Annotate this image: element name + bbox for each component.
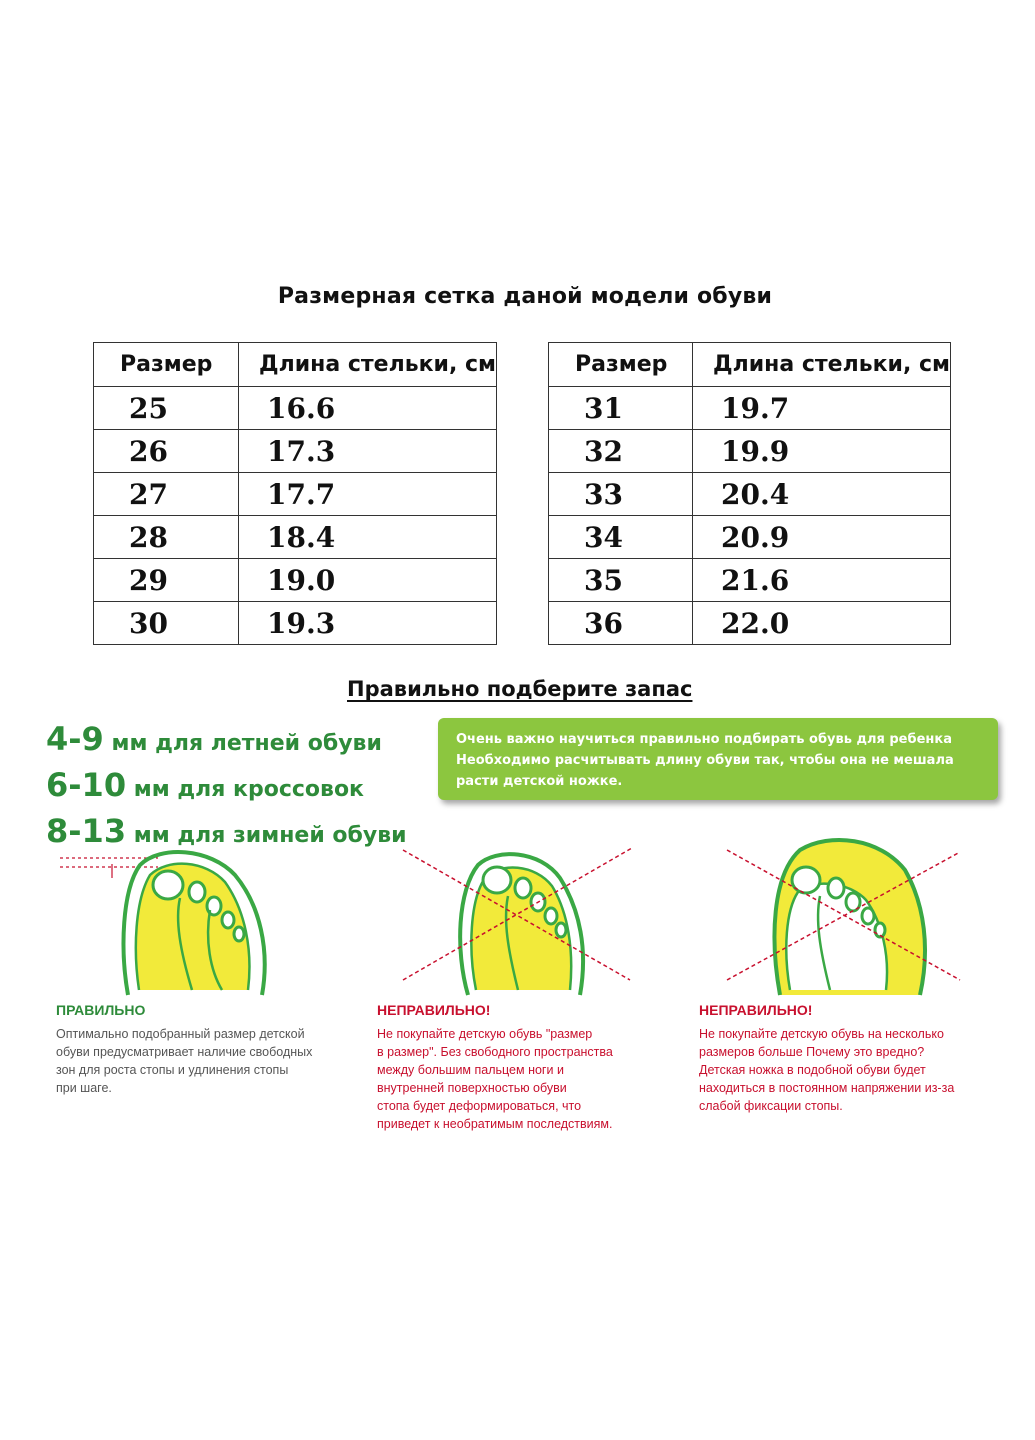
table-row: [94, 473, 497, 516]
allowance-range: 8-13: [46, 812, 127, 850]
caption-line: приведет к необратимым последствиям.: [377, 1117, 613, 1131]
column-header-size: Размер: [549, 343, 693, 387]
caption-line: Оптимально подобранный размер детской: [56, 1027, 305, 1041]
caption-line: в размер". Без свободного пространства: [377, 1045, 613, 1059]
column-header-length: Длина стельки, см: [239, 343, 497, 387]
table-row: [94, 602, 497, 645]
length-cell: 18.4: [239, 516, 497, 559]
size-cell: 33: [549, 473, 693, 516]
length-cell: 20.9: [693, 516, 951, 559]
allowance-text: мм для зимней обуви: [126, 823, 407, 848]
allowance-range: 4-9: [46, 720, 104, 758]
table-row: [94, 387, 497, 430]
table-row: [549, 559, 951, 602]
length-cell: 19.9: [693, 430, 951, 473]
size-cell: 27: [94, 473, 239, 516]
foot-tight-illustration: [403, 848, 632, 995]
table-row: [549, 387, 951, 430]
allowance-range: 6-10: [46, 766, 127, 804]
caption-correct: [56, 1001, 348, 1097]
allowance-text: мм для кроссовок: [126, 777, 364, 802]
table-header-row: [549, 343, 951, 387]
size-cell: 30: [94, 602, 239, 645]
caption-wrong-loose: [699, 1001, 994, 1115]
caption-line: внутренней поверхностью обуви: [377, 1081, 567, 1095]
length-cell: 16.6: [239, 387, 497, 430]
feet-illustrations: [0, 830, 1035, 1000]
size-cell: 28: [94, 516, 239, 559]
size-cell: 36: [549, 602, 693, 645]
foot-loose-illustration: [727, 840, 960, 995]
caption-wrong-tight: [377, 1001, 667, 1133]
info-line: Необходимо расчитывать длину обуви так, чтобы она не мешала: [456, 753, 954, 768]
length-cell: 19.7: [693, 387, 951, 430]
page-title: Размерная сетка даной модели обуви: [277, 284, 773, 309]
caption-heading: ПРАВИЛЬНО: [56, 1002, 146, 1018]
length-cell: 20.4: [693, 473, 951, 516]
size-cell: 34: [549, 516, 693, 559]
column-header-length: Длина стельки, см: [693, 343, 951, 387]
size-cell: 25: [94, 387, 239, 430]
caption-line: размеров больше Почему это вредно?: [699, 1045, 925, 1059]
allowance-sneakers: [46, 766, 364, 804]
caption-line: слабой фиксации стопы.: [699, 1099, 843, 1113]
caption-heading: НЕПРАВИЛЬНО!: [699, 1002, 813, 1018]
size-cell: 32: [549, 430, 693, 473]
size-cell: 35: [549, 559, 693, 602]
caption-line: Не покупайте детскую обувь "размер: [377, 1027, 593, 1041]
allowance-heading: Правильно подберите запас: [347, 677, 693, 701]
table-row: [549, 473, 951, 516]
caption-line: находиться в постоянном напряжении из-за: [699, 1081, 955, 1095]
length-cell: 19.0: [239, 559, 497, 602]
info-box: [438, 718, 998, 800]
table-row: [94, 430, 497, 473]
size-cell: 31: [549, 387, 693, 430]
size-cell: 26: [94, 430, 239, 473]
info-line: расти детской ножке.: [456, 774, 623, 789]
caption-line: между большим пальцем ноги и: [377, 1063, 564, 1077]
length-cell: 17.7: [239, 473, 497, 516]
caption-line: стопа будет деформироваться, что: [377, 1099, 582, 1113]
caption-heading: НЕПРАВИЛЬНО!: [377, 1002, 491, 1018]
allowance-text: мм для летней обуви: [103, 731, 382, 756]
table-row: [94, 559, 497, 602]
caption-line: обуви предусматривает наличие свободных: [56, 1045, 313, 1059]
table-row: [549, 602, 951, 645]
table-row: [549, 430, 951, 473]
table-row: [94, 516, 497, 559]
allowance-summer: [46, 720, 382, 758]
caption-line: при шаге.: [56, 1081, 112, 1095]
length-cell: 19.3: [239, 602, 497, 645]
info-line: Очень важно научиться правильно подбирать обувь для ребенка: [456, 732, 952, 747]
foot-correct-illustration: [60, 852, 265, 995]
size-table-right: [548, 342, 951, 645]
length-cell: 17.3: [239, 430, 497, 473]
caption-line: зон для роста стопы и удлинения стопы: [56, 1063, 289, 1077]
caption-line: Детская ножка в подобной обуви будет: [699, 1063, 926, 1077]
size-table-left: [93, 342, 497, 645]
length-cell: 22.0: [693, 602, 951, 645]
column-header-size: Размер: [94, 343, 239, 387]
length-cell: 21.6: [693, 559, 951, 602]
table-row: [549, 516, 951, 559]
size-cell: 29: [94, 559, 239, 602]
table-header-row: [94, 343, 497, 387]
caption-line: Не покупайте детскую обувь на несколько: [699, 1027, 944, 1041]
